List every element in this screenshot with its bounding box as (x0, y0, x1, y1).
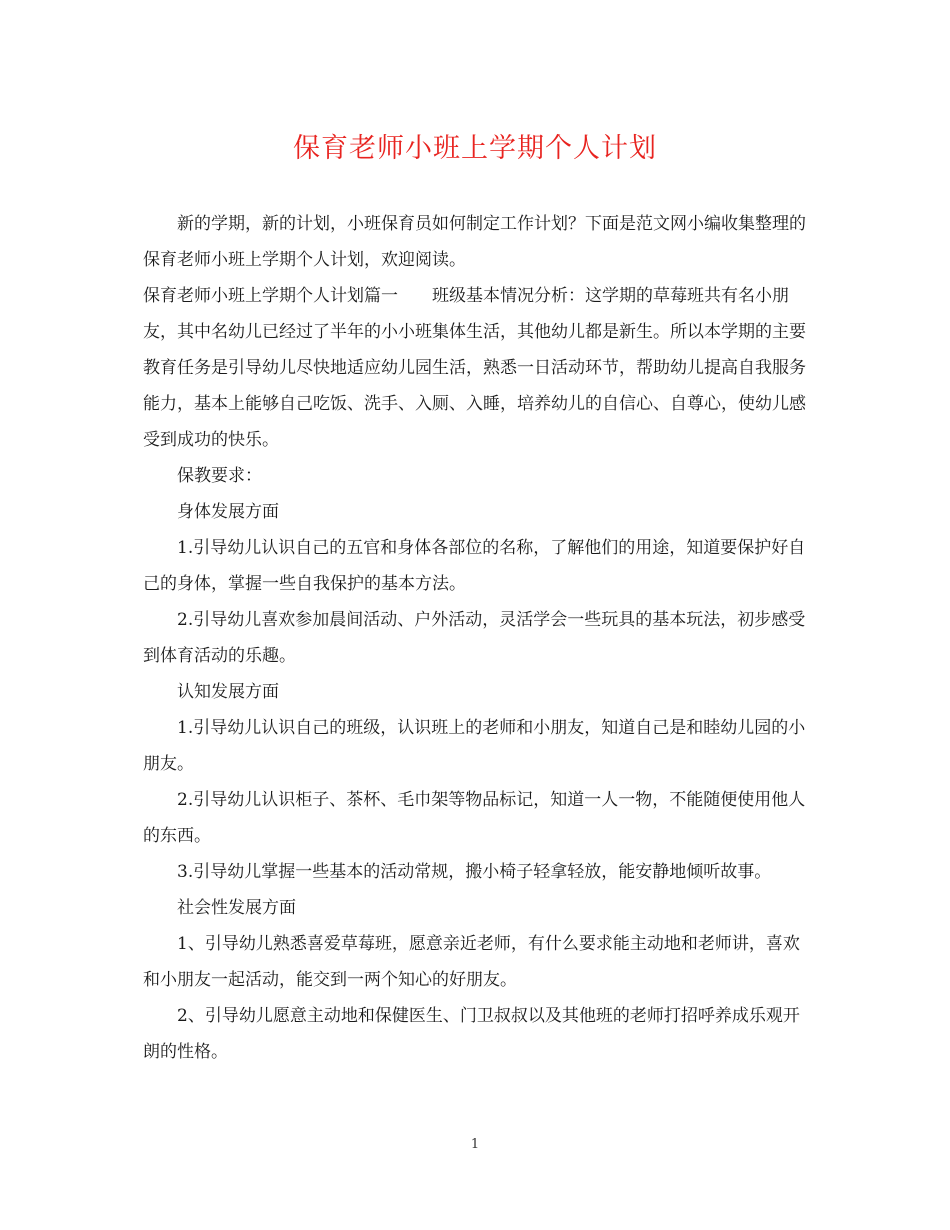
cognitive-item-1: 1.引导幼儿认识自己的班级，认识班上的老师和小朋友，知道自己是和睦幼儿园的小朋友。 (143, 718, 806, 774)
document-body (143, 206, 813, 1070)
page-number: 1 (470, 1137, 480, 1152)
social-item-1: 1、引导幼儿熟悉喜爱草莓班，愿意亲近老师，有什么要求能主动地和老师讲，喜欢和小朋友一起活动，能交到一两个知心的好朋友。 (143, 934, 800, 990)
physical-item-2: 2.引导幼儿喜欢参加晨间活动、户外活动，灵活学会一些玩具的基本玩法，初步感受到体育活动的乐趣。 (143, 610, 806, 666)
physical-item-1: 1.引导幼儿认识自己的五官和身体各部位的名称，了解他们的用途，知道要保护好自己的身体，掌握一些自我保护的基本方法。 (143, 538, 806, 594)
requirements-heading: 保教要求： (177, 466, 262, 486)
social-heading: 社会性发展方面 (177, 898, 296, 918)
social-item-2: 2、引导幼儿愿意主动地和保健医生、门卫叔叔以及其他班的老师打招呼养成乐观开朗的性格。 (143, 1006, 800, 1062)
analysis-paragraph: 保育老师小班上学期个人计划篇一 班级基本情况分析：这学期的草莓班共有名小朋友，其中名幼儿已经过了半年的小小班集体生活，其他幼儿都是新生。所以本学期的主要教育任务是引导幼儿尽快地适应幼儿园生活，熟悉一日活动环节，帮助幼儿提高自我服务能力，基本上能够自己吃饭、洗手、入厕、入睡，培养幼儿的自信心、自尊心，使幼儿感受到成功的快乐。 (143, 286, 806, 450)
cognitive-item-2: 2.引导幼儿认识柜子、茶杯、毛巾架等物品标记，知道一人一物，不能随便使用他人的东西。 (143, 790, 806, 846)
intro-paragraph: 新的学期，新的计划，小班保育员如何制定工作计划？下面是范文网小编收集整理的保育老师小班上学期个人计划，欢迎阅读。 (143, 214, 806, 270)
cognitive-heading: 认知发展方面 (177, 682, 279, 702)
physical-heading: 身体发展方面 (177, 502, 279, 522)
cognitive-item-3: 3.引导幼儿掌握一些基本的活动常规，搬小椅子轻拿轻放，能安静地倾听故事。 (177, 862, 772, 882)
document-title: 保育老师小班上学期个人计划 (293, 133, 657, 164)
